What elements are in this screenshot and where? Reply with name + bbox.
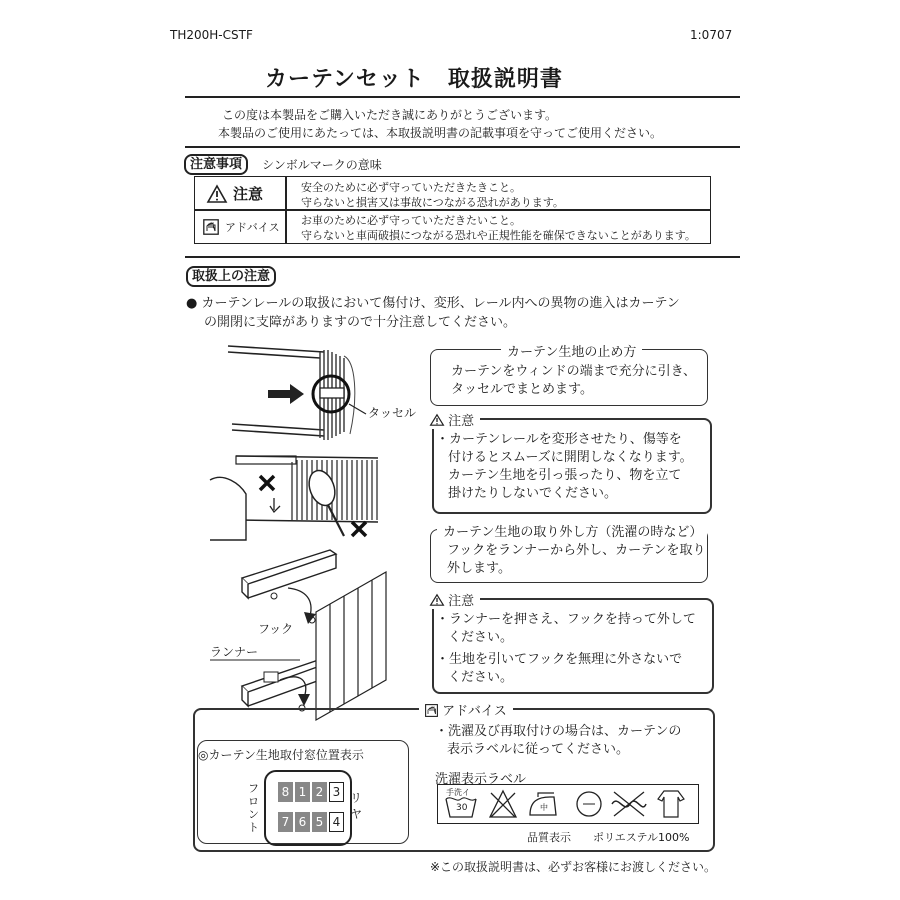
caution-1-line-3: カーテン生地を引っ張ったり、物を立て <box>448 468 682 483</box>
notes-rule <box>185 256 740 258</box>
caution-panel-2 <box>432 594 714 694</box>
caution-2-line-2: ください。 <box>448 630 514 645</box>
caution-desc-1: 安全のために必ず守っていただきたきこと。 <box>301 181 521 194</box>
caution-symbol-cell <box>201 180 281 208</box>
window-cell: 4 <box>329 812 344 832</box>
curtain-removal-line-1: フックをランナーから外し、カーテンを取り <box>447 543 706 558</box>
window-grid <box>264 770 352 846</box>
caution-panel-2-title <box>424 590 480 609</box>
advice-panel-title-text: アドバイス <box>442 704 507 719</box>
document-code: 1:0707 <box>690 28 733 42</box>
caution-1-line-2: 付けるとスムーズに開閉しなくなります。 <box>448 450 693 465</box>
caution-1-line-4: 掛けたりしないでください。 <box>448 486 618 501</box>
tassel-illustration <box>228 338 428 448</box>
warning-triangle-icon <box>430 594 444 606</box>
material-text: ポリエステル100% <box>593 831 690 844</box>
caution-2-line-4: ください。 <box>448 670 514 685</box>
intro-rule <box>185 146 740 148</box>
hand-wash-symbol <box>444 787 478 821</box>
advice-label: アドバイス <box>225 221 280 234</box>
intro-line-2: 本製品のご使用にあたっては、本取扱説明書の記載事項を守ってご使用ください。 <box>218 126 663 140</box>
handling-section-tag: 取扱上の注意 <box>186 266 276 287</box>
caution-panel-2-title-text: 注意 <box>448 594 475 609</box>
improper-handling-illustration <box>210 450 380 545</box>
model-number: TH200H-CSTF <box>170 28 253 42</box>
curtain-removal-panel <box>430 525 708 583</box>
caution-panel-1 <box>432 414 712 514</box>
runner-label: ランナー <box>210 645 259 659</box>
curtain-stop-line-1: カーテンをウィンドの端まで充分に引き、 <box>451 364 697 379</box>
curtain-stop-line-2: タッセルでまとめます。 <box>451 382 593 397</box>
iron-symbol <box>528 789 560 819</box>
window-cell: 6 <box>295 812 310 832</box>
symbol-table <box>194 176 711 244</box>
window-cell: 7 <box>278 812 293 832</box>
advice-line-2: 表示ラベルに従ってください。 <box>447 742 630 757</box>
title-rule <box>185 96 740 98</box>
notes-section-tag: 注意事項 <box>184 154 248 175</box>
wash-temp: 30 <box>456 803 468 813</box>
page-title: カーテンセット 取扱説明書 <box>265 67 563 92</box>
hand-wash-text: 手洗イ <box>446 788 470 797</box>
advice-line-1: ・洗濯及び再取付けの場合は、カーテンの <box>435 724 682 739</box>
advice-panel-title <box>419 700 513 719</box>
advice-desc-2: 守らないと車両破損につながる恐れや正規性能を確保できないことがあります。 <box>301 229 696 242</box>
rear-label: リヤ <box>350 791 363 821</box>
window-cell: 8 <box>278 782 293 802</box>
intro-line-1: この度は本製品をご購入いただき誠にありがとうございます。 <box>222 108 558 122</box>
window-cell: 1 <box>295 782 310 802</box>
curtain-removal-line-2: 外します。 <box>447 561 511 576</box>
caution-desc-2: 守らないと損害又は事故につながる恐れがあります。 <box>301 196 564 209</box>
no-wring-icon <box>610 789 648 819</box>
wash-label-title: 洗濯表示ラベル <box>435 772 527 787</box>
hand-icon <box>425 704 438 717</box>
window-cell: 3 <box>329 782 344 802</box>
tassel-label: タッセル <box>368 406 417 420</box>
window-grid-top-row <box>278 782 344 802</box>
dry-flat-icon <box>656 787 686 819</box>
runner-leader-line <box>210 648 300 668</box>
caution-1-line-1: ・カーテンレールを変形させたり、傷等を <box>436 432 682 447</box>
caution-panel-1-title <box>424 410 480 429</box>
front-label: フロント <box>248 782 259 834</box>
curtain-stop-panel <box>430 345 708 406</box>
handling-bullet-line-2: の開閉に支障がありますので十分注意してください。 <box>204 315 517 330</box>
footer-note: ※この取扱説明書は、必ずお客様にお渡しください。 <box>430 860 717 874</box>
warning-triangle-icon <box>207 185 227 203</box>
laundry-label-box <box>437 784 699 824</box>
handling-bullet-line-1: ● カーテンレールの取扱において傷付け、変形、レール内への異物の進入はカーテン <box>186 296 680 311</box>
caution-label: 注意 <box>233 185 264 203</box>
caution-panel-1-title-text: 注意 <box>448 414 475 429</box>
symbol-meaning-subtitle: シンボルマークの意味 <box>262 158 382 172</box>
window-position-title: ◎カーテン生地取付窓位置表示 <box>198 748 364 762</box>
window-cell: 5 <box>312 812 327 832</box>
no-bleach-icon <box>488 789 518 819</box>
dry-clean-icon <box>574 789 604 819</box>
caution-2-line-3: ・生地を引いてフックを無理に外さないで <box>436 652 683 667</box>
advice-desc-1: お車のために必ず守っていただきたいこと。 <box>301 214 521 227</box>
warning-triangle-icon <box>430 414 444 426</box>
window-grid-bottom-row <box>278 812 344 832</box>
curtain-removal-title: カーテン生地の取り外し方（洗濯の時など） <box>437 521 707 540</box>
iron-temp: 中 <box>540 803 548 812</box>
hook-label: フック <box>258 622 294 636</box>
window-cell: 2 <box>312 782 327 802</box>
caution-2-line-1: ・ランナーを押さえ、フックを持って外して <box>436 612 696 627</box>
advice-symbol-cell <box>199 213 283 241</box>
curtain-stop-title: カーテン生地の止め方 <box>501 341 642 360</box>
quality-label-text: 品質表示 <box>527 831 571 844</box>
hand-icon <box>203 219 219 235</box>
